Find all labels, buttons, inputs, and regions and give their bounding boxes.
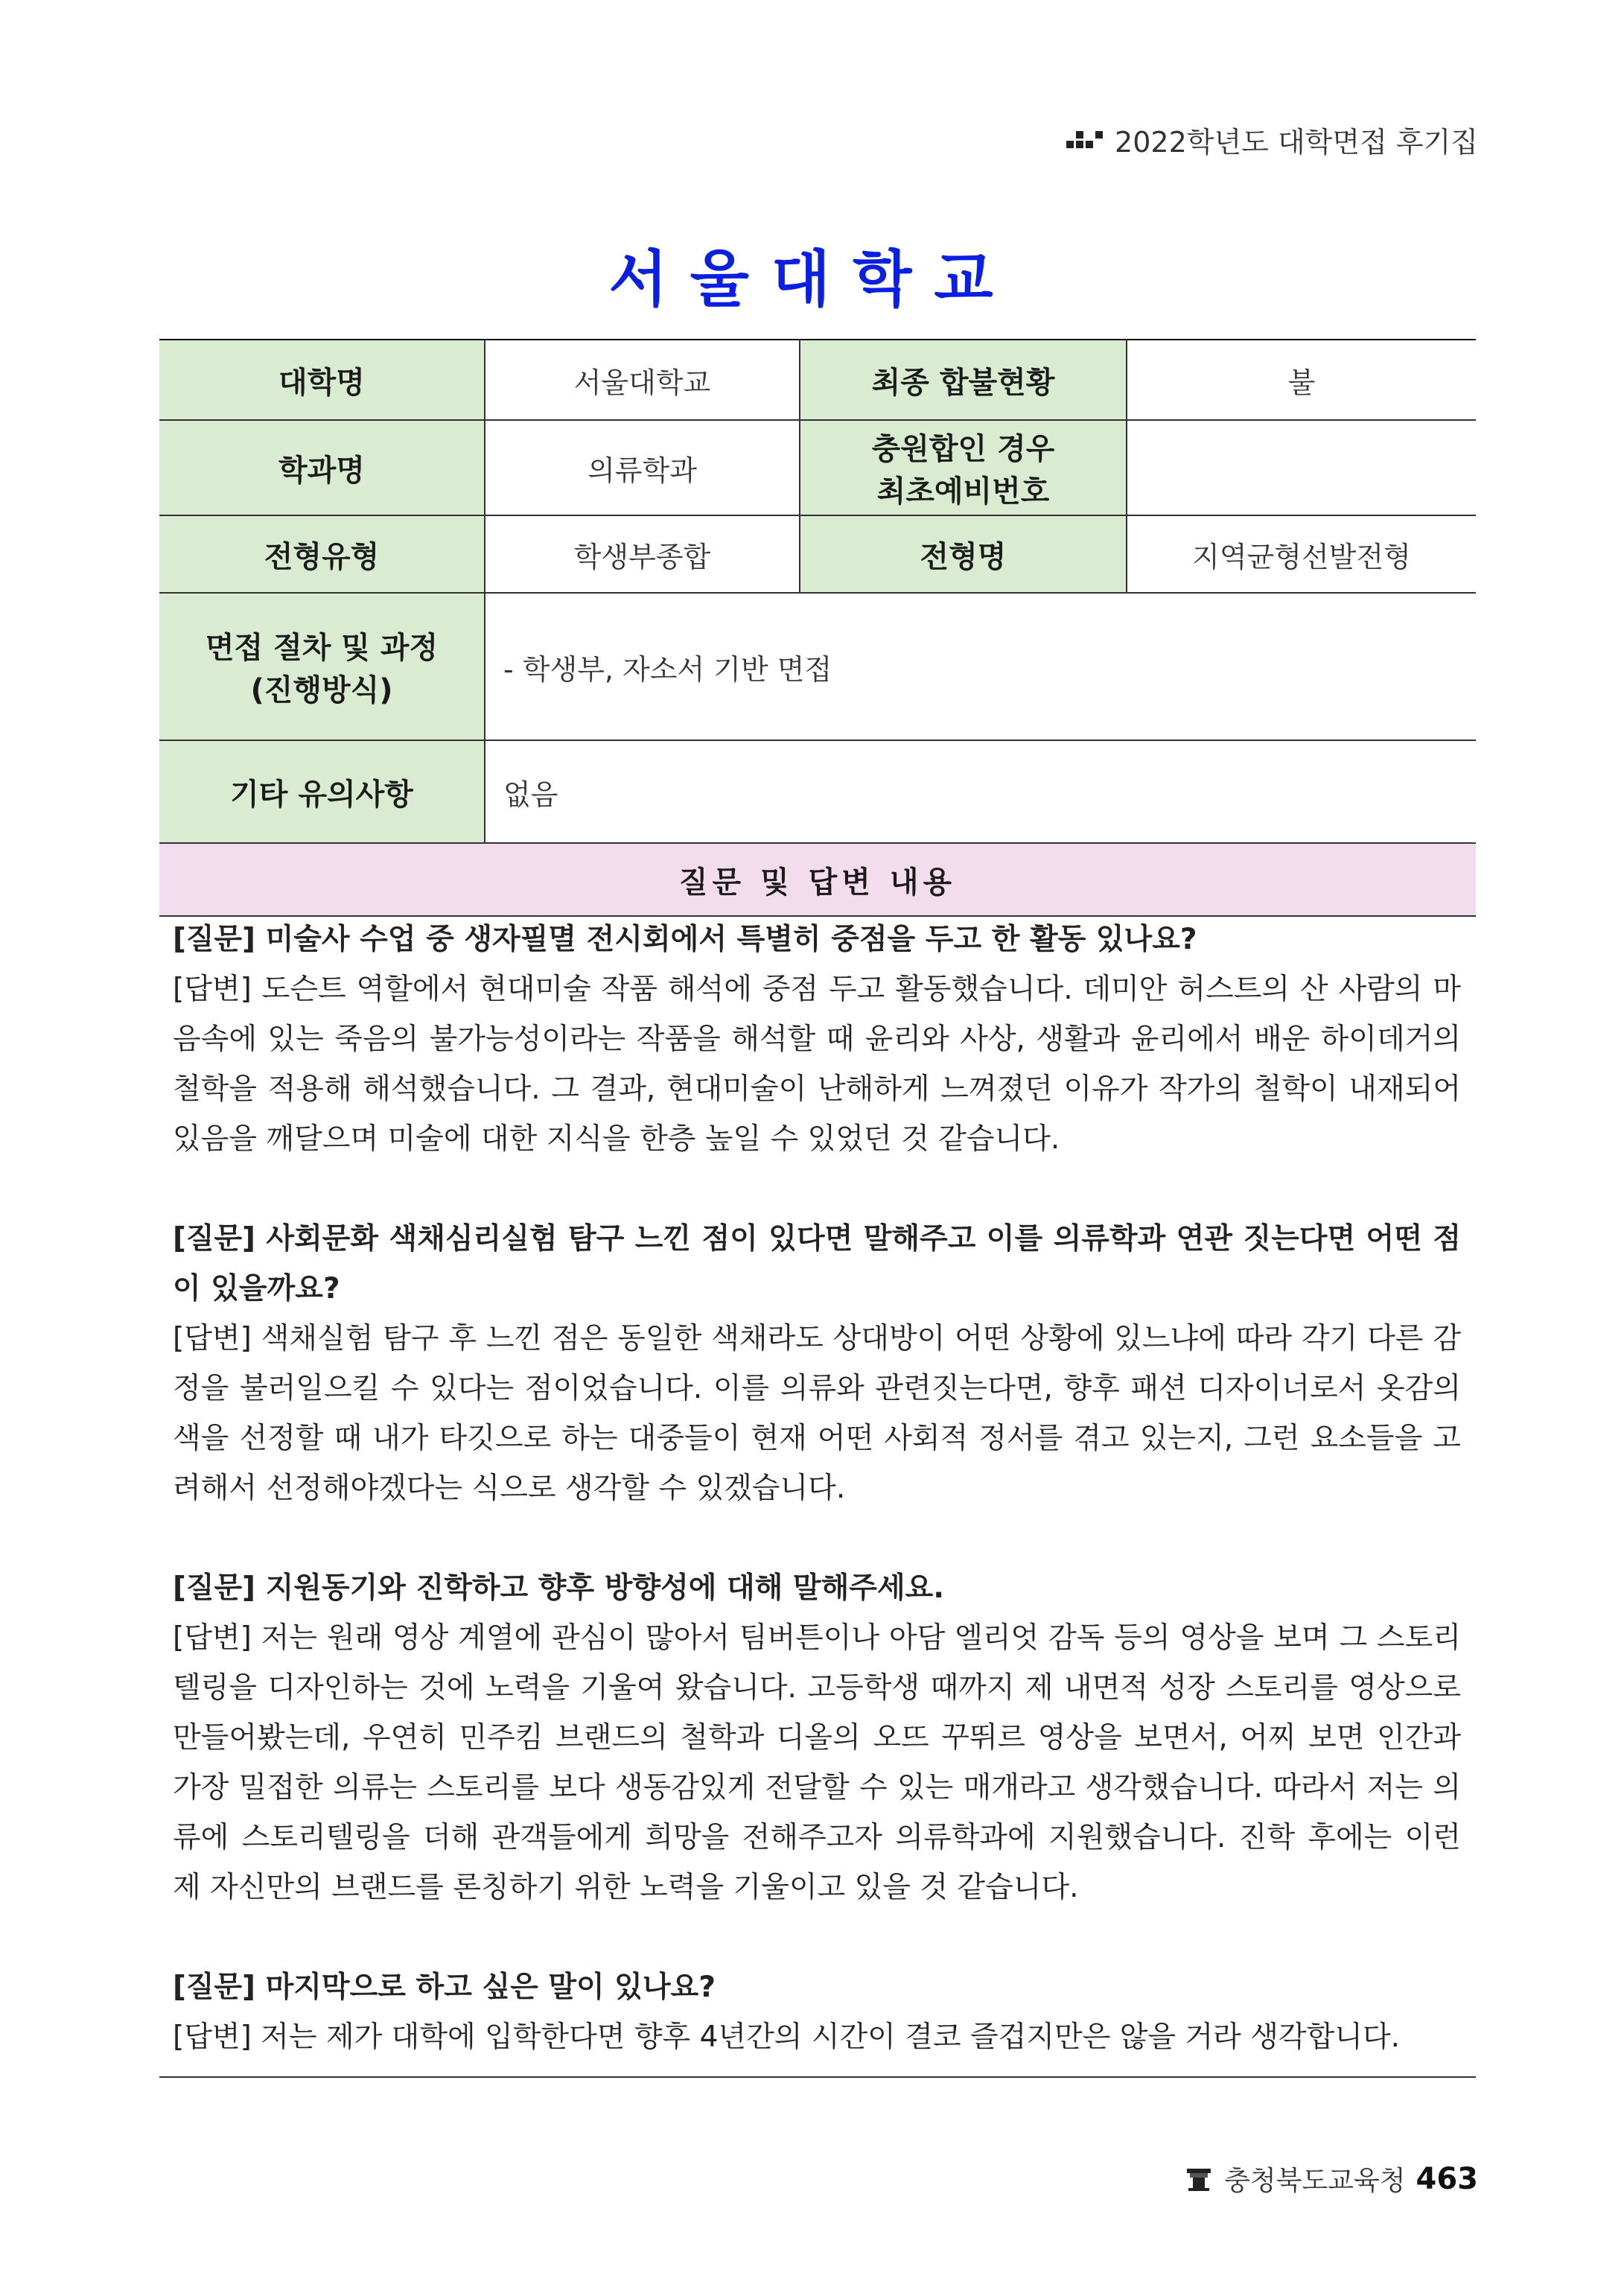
answer-text: [답변] 도슨트 역할에서 현대미술 작품 해석에 중점 두고 활동했습니다. 데미안 허스트의 산 사람의 마음속에 있는 죽음의 불가능성이라는 작품을 해석할 때 윤리와 사상, 생활과 윤리에서 배운 하이데거의 철학을 적용해 해석했습니다. 그 결과, 현대미술이 난해하게 느껴졌던 이유가 작가의 철학이 내재되어있음을 깨달으며 미술에 대한 지식을 한층 높일 수 있었던 것 같습니다. (173, 973, 1461, 1156)
qa-item (173, 1962, 1461, 2062)
track-value: 지역균형선발전형 (1127, 515, 1476, 593)
process-value: - 학생부, 자소서 기반 면접 (485, 593, 1476, 740)
header-tag (1066, 119, 1478, 160)
waitlist-label (800, 420, 1127, 515)
footer-org: 충청북도교육청 (1224, 2166, 1406, 2196)
waitlist-label-line2: 최초예비번호 (876, 474, 1050, 509)
answer-text: [답변] 저는 제가 대학에 입학한다면 향후 4년간의 시간이 결코 즐겁지만은 않을 거라 생각합니다. (173, 2020, 1401, 2054)
univ-value: 서울대학교 (485, 340, 800, 420)
question-text: [질문] 미술사 수업 중 생자필멸 전시회에서 특별히 중점을 두고 한 활동 있나요? (173, 923, 1197, 956)
question-text: [질문] 사회문화 색채심리실험 탐구 느낀 점이 있다면 말해주고 이를 의류학과 연관 짓는다면 어떤 점이 있을까요? (173, 1222, 1461, 1306)
notes-value: 없음 (485, 740, 1476, 843)
result-value: 불 (1127, 340, 1476, 420)
type-value: 학생부종합 (485, 515, 800, 593)
question-text: [질문] 마지막으로 하고 싶은 말이 있나요? (173, 1971, 716, 2004)
result-label: 최종 합불현황 (800, 340, 1127, 420)
process-label-line2: (진행방식) (250, 673, 393, 707)
page-title: 서울대학교 (608, 244, 1016, 315)
answer-text: [답변] 색채실험 탐구 후 느낀 점은 동일한 색채라도 상대방이 어떤 상황에 있느냐에 따라 각기 다른 감정을 불러일으킬 수 있다는 점이었습니다. 이를 의류와 관련짓는다면, 향후 패션 디자이너로서 옷감의 색을 선정할 때 내가 타깃으로 하는 대중들이 현재 어떤 사회적 정서를 겪고 있는지, 그런 요소들을 고려해서 선정해야겠다는 식으로 생각할 수 있겠습니다. (173, 1322, 1461, 1505)
qa-header: 질문 및 답변 내용 (159, 843, 1476, 916)
dept-value: 의류학과 (485, 420, 800, 515)
header-tag-text: 2022학년도 대학면접 후기집 (1115, 126, 1478, 159)
dots-icon (1066, 131, 1103, 148)
qa-section (173, 915, 1461, 2062)
track-label: 전형명 (800, 515, 1127, 593)
process-label-line1: 면접 절차 및 과정 (205, 631, 439, 665)
dept-label: 학과명 (159, 420, 485, 515)
office-emblem-icon (1184, 2164, 1214, 2194)
waitlist-value (1127, 420, 1476, 515)
page-number: 463 (1416, 2161, 1478, 2196)
process-label (159, 593, 485, 740)
bottom-divider (159, 2076, 1476, 2078)
univ-label: 대학명 (159, 340, 485, 420)
qa-item (173, 1214, 1461, 1513)
notes-label: 기타 유의사항 (159, 740, 485, 843)
answer-text: [답변] 저는 원래 영상 계열에 관심이 많아서 팀버튼이나 아담 엘리엇 감독 등의 영상을 보며 그 스토리 텔링을 디자인하는 것에 노력을 기울여 왔습니다. 고등학생 때까지 제 내면적 성장 스토리를 영상으로 만들어봤는데, 우연히 민주킴 브랜드의 철학과 디올의 오뜨 꾸뛰르 영상을 보면서, 어찌 보면 인간과 가장 밀접한 의류는 스토리를 보다 생동감있게 전달할 수 있는 매개라고 생각했습니다. 따라서 저는 의류에 스토리텔링을 더해 관객들에게 희망을 전해주고자 의류학과에 지원했습니다. 진학 후에는 이런 제 자신만의 브랜드를 론칭하기 위한 노력을 기울이고 있을 것 같습니다. (173, 1621, 1461, 1904)
qa-item (173, 1563, 1461, 1912)
type-label: 전형유형 (159, 515, 485, 593)
info-table (159, 339, 1476, 917)
qa-item (173, 915, 1461, 1164)
question-text: [질문] 지원동기와 진학하고 향후 방향성에 대해 말해주세요. (173, 1571, 945, 1605)
waitlist-label-line1: 충원합인 경우 (871, 432, 1055, 466)
footer (1184, 2160, 1478, 2198)
